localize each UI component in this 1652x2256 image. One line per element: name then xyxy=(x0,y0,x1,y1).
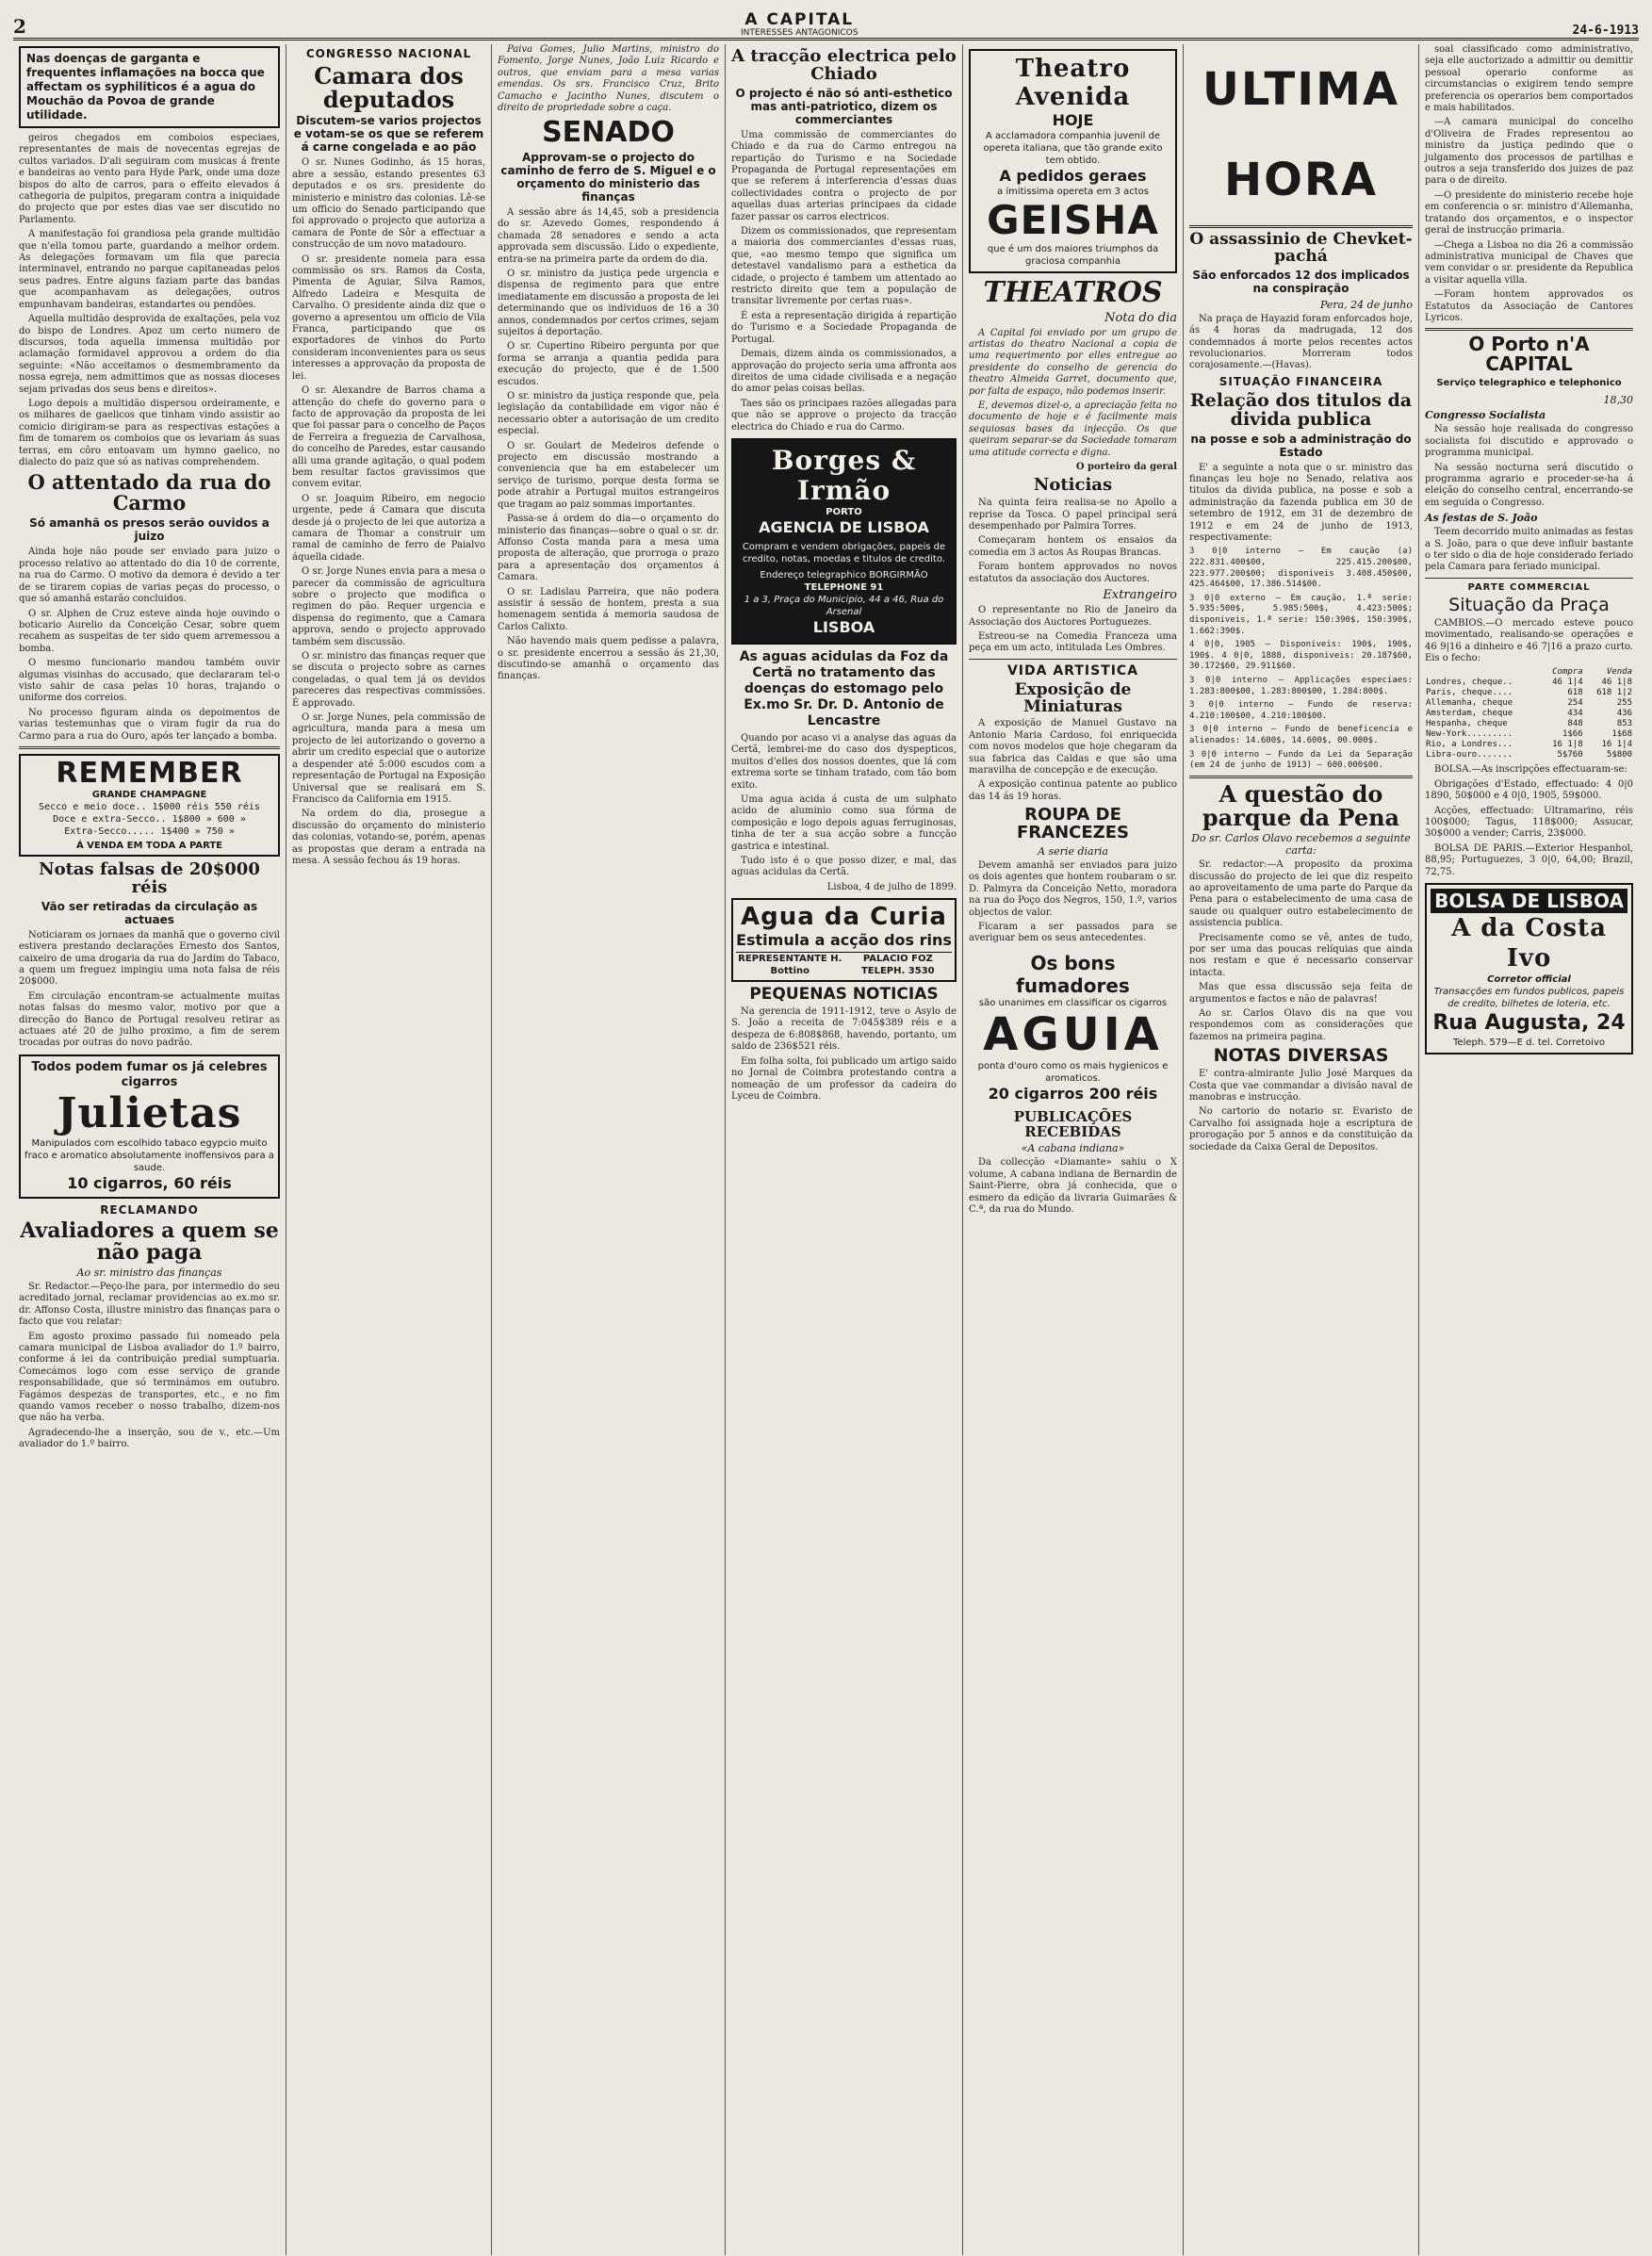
ad-phone: TELEPHONE 91 xyxy=(804,581,884,593)
table-cell: 16 1|4 xyxy=(1601,740,1632,750)
paragraph: —Foram hontem approvados os Estatutos da Associação de Cantores Lyricos. xyxy=(1425,289,1633,323)
table-row xyxy=(1425,709,1633,719)
paragraph: Em folha solta, foi publicado um artigo saido no Jornal de Coimbra protestando contra a nomeação de um professor da cadeira do Lyceu de Coimbra. xyxy=(731,1055,957,1102)
ad-pre: a ímitissima opereta em 3 actos xyxy=(997,187,1149,197)
headline-notas-diversas: NOTAS DIVERSAS xyxy=(1213,1045,1389,1067)
headline-senado: SENADO xyxy=(542,116,675,150)
mouchao-notice: Nas doenças de garganta e frequentes inflamações na bocca que affectam os syphiliticos é a agua do Mouchão da Povoa de grande utilidade. xyxy=(19,46,280,128)
headline-avaliadores: Avaliadores a quem se não paga xyxy=(20,1218,279,1265)
section-reclamando: RECLAMANDO xyxy=(100,1202,199,1217)
paragraph: O sr. ministro das finanças requer que se discuta o projecto sobre as carnes congeladas, o qual tem já os devidos pareceres das respectivas commissões. É approvado. xyxy=(292,651,485,709)
paragraph: Obrigações d'Estado, effectuado: 4 0|0 1890, 50$000 e 4 0|0, 1905, 59$000. xyxy=(1425,778,1633,802)
ad-title: REMEMBER xyxy=(56,756,243,790)
table-cell: New-York......... xyxy=(1426,729,1513,740)
paragraph: Na praça de Hayazid foram enforcados hoje, ás 4 horas da madrugada, 12 dos condemnados á morte pelos recentes actos revolucionarios. Morreram todos corajosamente.—(Havas). xyxy=(1189,313,1413,371)
ad-venue: Theatro Avenida xyxy=(1015,55,1131,111)
nota-do-dia: Nota do dia xyxy=(1104,310,1177,325)
paragraph: Acções, effectuado: Ultramarino, réis 100$000; Tagus, 118$000; Assucar, 30$000 a vender; Carris, 23$000. xyxy=(1425,805,1633,840)
headline-camara-deputados: Camara dos deputados xyxy=(314,62,464,114)
paragraph: Uma commissão de commerciantes do Chiado e da rua do Carmo entregou na repartição do Turismo e na Sociedade Propaganda de Portugal representações em que se referem á interferencia d'essas duas collectividades contra o projecto de por aquellas duas arterias principaes da cidade fazer passar os carros electricos. xyxy=(731,129,957,222)
ad-address: 1 a 3, Praça do Municipio, 44 a 46, Rua do Arsenal xyxy=(744,594,944,617)
julietas-ad xyxy=(19,1054,280,1199)
table-row xyxy=(1425,678,1633,688)
price-line: Doce e extra-Secco.. 1$800 » 600 » xyxy=(53,813,246,825)
paragraph: O sr. ministro da justiça pede urgencia e dispensa de regimento para que entre imediatamente em discussão a proposta de lei determinando que os individuos de 16 a 30 annos, condemnados por certos crimes, sejam sujeitos á deportação. xyxy=(498,268,719,337)
headline-parque-pena: A questão do parque da Pena xyxy=(1202,779,1400,831)
table-cell: Rio, a Londres... xyxy=(1426,740,1513,750)
column-3 xyxy=(492,44,726,2255)
table-row xyxy=(1425,740,1633,750)
table-cell: 848 xyxy=(1567,719,1583,729)
ledger-entry: 3 0|0 interno — Em caução (a) 222.831.400$00, 225.415.200$00, 223.977.200$00; disponiveis 3.408.450$00, 425.464$00, 17.386.514$00. xyxy=(1189,547,1413,590)
porto-time: 18,30 xyxy=(1603,394,1633,407)
paragraph: —Chega a Lisboa no dia 26 a commissão administrativa municipal de Chaves que vem convidar o sr. presidente da Republica a visitar aquella villa. xyxy=(1425,239,1633,286)
paragraph: Logo depois a multidão dispersou ordeiramente, e os milhares de gaelicos que tinham vindo assistir ao comicio dirigiram-se para as respectivas estações a fim de tomarem os comboios que os levariam ás suas terras, em côro entoavam um hymno gaelico, no dialecto do paiz que só as nativas comprehendem. xyxy=(19,398,280,467)
subheadline-publicacoes: «A cabana indiana» xyxy=(1021,1142,1125,1155)
paragraph: A exposição de Manuel Gustavo na Antonio Maria Cardoso, foi enriquecida com novos modelos que hoje chegaram da sua fabrica das Caldas e que são uma maravilha de concepção e de execução. xyxy=(969,718,1177,777)
ledger-entry: 3 0|0 externo — Em caução, 1.ª serie: 5.935:500$, 5.985:500$, 4.423:500$; disponiveis, 1.ª serie: 150:390$, 150:390$, 1.662:390$. xyxy=(1189,593,1413,636)
subheadline-avaliadores: Ao sr. ministro das finanças xyxy=(76,1267,222,1279)
paragraph: CAMBIOS.—O mercado esteve pouco movimentado, realisando-se operações e 46 9|16 a dinheiro e 46 7|16 a prazo curto. Eis o fecho: xyxy=(1425,617,1633,663)
paragraph: Uma agua acida á custa de um sulphato acido de aluminio como sua fórma de composição e logo depois aguas ferruginosas, tinha de ter a sua acção sobre a funcção gastrica e intestinal. xyxy=(731,793,957,852)
table-header: Venda xyxy=(1606,667,1632,678)
headline-pequenas-noticias: PEQUENAS NOTICIAS xyxy=(749,985,939,1005)
masthead-title xyxy=(741,9,859,38)
paragraph: Na sessão hoje realisada do congresso socialista foi discutido e approvado o programma municipal. xyxy=(1425,424,1633,459)
paragraph: O sr. Jorge Nunes, pela commissão de agricultura, manda para a mesa um projecto de lei autorizando o governo a abrir um credito especial que o autorize a despender até 5:000 escudos com a representação de Portugal na Exposição Universal que se realisará em S. Francisco da California em 1915. xyxy=(292,712,485,805)
ad-agency: AGENCIA DE LISBOA xyxy=(759,517,929,536)
ad-show-title: GEISHA xyxy=(987,197,1159,243)
table-cell: Londres, cheque.. xyxy=(1426,678,1513,688)
bolsa-lisboa-ad xyxy=(1425,883,1633,1054)
paragraph: A Capital foi enviado por um grupo de artistas do theatro Nacional a copia de uma requerimento por elles entregue ao presidente do conselho de gerencia do theatro Almeida Garret, documento que, por falta de espaço, não podemos inserir. xyxy=(969,327,1177,397)
section-vida-artistica: VIDA ARTISTICA xyxy=(1006,662,1139,678)
headline-publicacoes: PUBLICAÇÕES RECEBIDAS xyxy=(1013,1107,1133,1140)
headline-attentado: O attentado da rua do Carmo xyxy=(27,470,271,515)
paragraph: E' a seguinte a nota que o sr. ministro das finanças leu hoje no Senado, relativa aos titulos da divida publica, na posse e sob a administração da fazenda publica em 30 de setembro de 1912, em 31 de dezembro de 1912 e em 24 de junho de 1913, respectivamente: xyxy=(1189,462,1413,544)
ad-hoje: HOJE xyxy=(1052,111,1094,129)
paragraph: BOLSA.—As inscripções effectuaram-se: xyxy=(1434,764,1627,776)
paragraph: Noticiaram os jornaes da manhã que o governo civil estivera prestando declarações Ernesto dos Santos, caixeiro de uma drogaria da rua do Jardim do Tabaco, a quem um freguez impingiu uma nota falsa de réis 20$000. xyxy=(19,929,280,988)
headline-porto-capital: O Porto n'A CAPITAL xyxy=(1468,333,1590,376)
subheadline-senado: Approvam-se o projecto do caminho de ferro de S. Miguel e o orçamento do ministerio das finanças xyxy=(500,150,716,204)
subheadline-traccao: O projecto é não só anti-esthetico mas anti-patriotico, dizem os commerciantes xyxy=(735,86,953,126)
borges-irmao-ad xyxy=(731,438,957,645)
section-theatros: THEATROS xyxy=(983,276,1163,309)
masthead xyxy=(13,6,1639,41)
paragraph: Ao sr. Carlos Olavo dis na que vou respondemos com as considerações que fazemos na primeira pagina. xyxy=(1189,1007,1413,1042)
ad-city2: LISBOA xyxy=(812,617,875,636)
ad-representative: REPRESENTANTE H. Bottino xyxy=(738,954,842,977)
subheadline-attentado: Só amanhã os presos serão ouvidos a juizo xyxy=(29,516,270,544)
ad-price: 10 cigarros, 60 réis xyxy=(67,1173,232,1192)
column-4 xyxy=(726,44,963,2255)
ad-brand: Julietas xyxy=(57,1088,242,1137)
table-cell: 254 xyxy=(1567,698,1583,709)
paragraph: Dizem os commissionados, que representam a maioria dos commerciantes d'essas ruas, que, «ao mesmo tempo que significa um detestavel vandalismo para a esthetica da cidade, o projecto é tambem um attentado ao restricto direito que tem a população de transitar livremente por certas ruas». xyxy=(731,226,957,307)
paragraph: Não havendo mais quem pedisse a palavra, o sr. presidente encerrou a sessão ás 21,30, discutindo-se amanhã o orçamento das finanças. xyxy=(498,636,719,682)
paragraph: Na quinta feira realisa-se no Apollo a reprise da Tosca. O papel principal será desempenhado por Palmira Torres. xyxy=(969,498,1177,532)
ultima-hora-banner: ULTIMA HORA xyxy=(1189,44,1413,228)
ledger-entry: 3 0|0 interno — Fundo de beneficencia e alienados: 14.600$, 14.600$, 00.000$. xyxy=(1189,725,1413,745)
paragraph: Da collecção «Diamante» sahiu o X volume, A cabana indiana de Bernardin de Saint-Pierre, obra já conhecida, que o esmero da edição da livraria Guimarães & C.ª, da rua do Mundo. xyxy=(969,1157,1177,1216)
ad-city: PORTO xyxy=(826,506,862,517)
section-parte-commercial: PARTE COMMERCIAL xyxy=(1467,581,1591,593)
paragraph: Na ordem do dia, prosegue a discussão do orçamento do ministerio das colonias, votando-se, porém, apenas as propostas que deram a entrada na mesa. A sessão fechou ás 19 horas. xyxy=(292,809,485,866)
table-row xyxy=(1425,688,1633,698)
remember-champagne-ad xyxy=(19,754,280,857)
paragraph: A exposição continua patente ao publico das 14 ás 19 horas. xyxy=(969,779,1177,802)
subheadline-notas-falsas: Vão ser retiradas da circulação as actuaes xyxy=(41,899,258,926)
paragraph: O sr. Nunes Godinho, ás 15 horas, abre a sessão, estando presentes 63 deputados e os srs. presidente do ministerio e ministro das colonias. Lê-se um officio do Senado participando que foi approvado o projecto que autoriza a camara de Ponte de Sôr a effectuar a construcção de um novo matadouro. xyxy=(292,157,485,251)
issue-date: 24-6-1913 xyxy=(1572,24,1639,38)
paragraph: —O presidente do ministerio recebe hoje em conferencia o sr. ministro d'Allemanha, tratando dos orçamentos, e o inspector geral de instrucção primaria. xyxy=(1425,189,1633,237)
page-number: 2 xyxy=(13,15,26,38)
headline-situacao-praca: Situação da Praça xyxy=(1448,594,1610,615)
paragraph: Ficaram a ser passados para se averiguar bem os seus antecedentes. xyxy=(969,922,1177,944)
section-situacao-financeira: SITUAÇÃO FINANCEIRA xyxy=(1219,374,1383,388)
paragraph: Agradecendo-lhe a inserção, sou de v., etc.—Um avaliador do 1.º bairro. xyxy=(19,1427,280,1450)
paragraph: —A camara municipal do concelho d'Oliveira de Frades representou ao ministro da justiça pedindo que o julgamento dos processos de partilhas e outros a seja transferido dos juizes de paz para o de direito. xyxy=(1425,117,1633,187)
paragraph: Na gerencia de 1911-1912, teve o Asylo de S. João a receita de 7:045$389 réis e a despeza de 6:808$868, havendo, portanto, um saldo de 236$521 réis. xyxy=(731,1006,957,1053)
byline: O porteiro da geral xyxy=(1075,461,1177,472)
ledger-entry: 3 0|0 interno — Applicações especiaes: 1.283:800$00, 1.283:800$00, 1.284:800$. xyxy=(1189,675,1413,696)
ad-broker-name: A da Costa Ivo xyxy=(1451,914,1607,973)
paragraph: Paiva Gomes, Julio Martins, ministro do Fomento, Jorge Nunes, João Luiz Ricardo e outros, que enviam para a mesa varias emendas. Os srs. Francisco Cruz, Brito Camacho e Jacintho Nunes, discutem o direito de propriedade sobre a caça. xyxy=(498,44,719,114)
subheadline-porto: Serviço telegraphico e telephonico xyxy=(1436,378,1622,389)
section-congresso: CONGRESSO NACIONAL xyxy=(305,47,472,60)
paragraph: Começaram hontem os ensaios da comedia em 3 actos As Roupas Brancas. xyxy=(969,535,1177,558)
paragraph: O sr. Cupertino Ribeiro pergunta por que forma se arranja a quantia pedida para execução do projecto, que é de 1.500 escudos. xyxy=(498,341,719,387)
table-cell: 618 xyxy=(1567,688,1583,698)
paragraph: O sr. presidente nomeia para essa commissão os srs. Ramos da Costa, Pimenta de Aguiar, Silva Ramos, Alfredo Ladeira e Mesquita de Carvalho. O presidente ainda diz que o governo a apresentou um officio de Vila Franca, participando que os exportadores de vinhos do Porto consideram inconvenientes para os seus interesses a approvação da proposta de lei. xyxy=(292,253,485,382)
table-row xyxy=(1425,698,1633,709)
paper-name: A CAPITAL xyxy=(744,9,855,29)
paragraph: soal classificado como administrativo, seja elle auctorizado a admittir ou demittir pessoal operario conforme as circumstancias o exigirem tendo sempre preferencia os operarios bem comportados e mais habilitados. xyxy=(1425,44,1633,114)
headline-roupa-francezes: ROUPA DE FRANCEZES xyxy=(1017,805,1129,843)
paragraph: E' contra-almirante Julio José Marques da Costa que vae commandar a divisão naval de manobras e instrucção. xyxy=(1189,1069,1413,1103)
table-cell: 5$760 xyxy=(1557,750,1583,760)
table-cell: Paris, cheque.... xyxy=(1426,688,1513,698)
headline-notas-falsas: Notas falsas de 20$000 réis xyxy=(39,858,260,897)
ad-description: Compram e vendem obrigações, papeis de credito, notas, moedas e titulos de credito. xyxy=(742,541,946,564)
ad-brand: Agua da Curia xyxy=(741,903,947,932)
paragraph: Sr. redactor:—A proposito da proxima discussão do projecto de lei que diz respeito ao aproveitamento de uma parte do Parque da Pena para o estabelecimento de uma casa de saude ou qualquer outro estabelecimento de assistencia publica. xyxy=(1189,859,1413,929)
paragraph: Estreou-se na Comedia Franceza uma peça em um acto, intitulada Les Ombres. xyxy=(969,630,1177,654)
ad-slogan: Estimula a acção dos rins xyxy=(736,931,952,950)
paragraph: No cartorio do notario sr. Evaristo de Carvalho foi assignada hoje a escriptura de prorogação por 5 annos e da constituição da sociedade da Caixa Geral de Depositos. xyxy=(1189,1106,1413,1153)
paragraph: Em circulação encontram-se actualmente muitas notas falsas do mesmo valor, motivo por que a direcção do Banco de Portugal resolveu retirar as actuaes até 20 de julho proximo, a fim de serem trocadas por outras do novo padrão. xyxy=(19,990,280,1049)
paragraph: Na sessão nocturna será discutido o programma agrario e proceder-se-ha á eleição do conselho central, encerrando-se em seguida o Congresso. xyxy=(1425,462,1633,508)
paragraph: Mas que essa discussão seja feita de argumentos e factos e não de palavras! xyxy=(1189,982,1413,1005)
paragraph: Teem decorrido muito animadas as festas a S. João, para o que deve influir bastante o ter sido o dia de hoje considerado feriado pela Camara para feriado municipal. xyxy=(1425,527,1633,573)
ad-price: 20 cigarros 200 réis xyxy=(988,1084,1158,1103)
table-row xyxy=(1425,729,1633,740)
ad-title: BOLSA DE LISBOA xyxy=(1431,889,1627,913)
ledger-entry: 3 0|0 interno — Fundo da Lei da Separação (em 24 de junho de 1913) — 600.000$00. xyxy=(1189,749,1413,771)
subheadline-roupa: A serie diaria xyxy=(1038,845,1108,858)
paragraph: O sr. Jorge Nunes envia para a mesa o parecer da commissão de agricultura sobre o projecto que modifica o regimen do pão. Requer urgencia e dispensa do regimento, que a Camara approva, sendo o projecto approvado também sem discussão. xyxy=(292,566,485,647)
ad-description: ponta d'ouro como os mais hygienicos e aromaticos. xyxy=(977,1060,1169,1084)
subheadline-camara: Discutem-se varios projectos e votam-se os que se referem á carne congelada e ao pão xyxy=(293,114,484,155)
paragraph: Aquella multidão desprovida de exaltações, pela voz do bispo de Londres. Apoz um certo numero de discursos, toda aquella immensa multidão por aclamação formidavel approvou a ordem do dia seguinte: «Não acceitamos o desmembramento da nossa egreja, nem admittimos que as nossas dioceses sejam privadas dos seus bens e direitos». xyxy=(19,314,280,395)
paragraph: Passa-se á ordem do dia—o orçamento do ministerio das finanças—sobre o qual o sr. dr. Affonso Costa manda para a mesa uma proposta de alteração, que prorroga o prazo para a apresentação dos orçamentos á Camara. xyxy=(498,514,719,583)
table-cell: 434 xyxy=(1567,709,1583,719)
headline-traccao-electrica: A tracção electrica pelo Chiado xyxy=(731,46,957,84)
exchange-rates-table xyxy=(1425,667,1633,760)
ad-brand: Borges & Irmão xyxy=(771,444,917,506)
ad-footer: Á VENDA EM TODA A PARTE xyxy=(75,840,223,851)
table-cell: 618 1|2 xyxy=(1596,688,1632,698)
table-cell: 1$66 xyxy=(1562,729,1583,740)
paragraph: Demais, dizem ainda os commissionados, a approvação do projecto seria uma affronta aos direitos de uma cidade civilisada e a negação do amor pelas coisas bellas. xyxy=(731,349,957,395)
paragraph: A sessão abre ás 14,45, sob a presidencia do sr. Azevedo Gomes, respondendo á chamada 28 senadores e sendo a acta approvada sem discussão. Lido o expediente, entra-se na primeira parte da ordem do dia. xyxy=(498,206,719,265)
paragraph: O sr. Alexandre de Barros chama a attenção do chefe do governo para o facto de approvação da proposta de lei que foi passar para o concelho de Paços de Ferreira a freguezia de Carvalhosa, do concelho de Paredes, estar causando alli uma grande agitação, o qual podem bem resultar factos gravissimos que convem evitar. xyxy=(292,385,485,490)
ad-intro: Todos podem fumar os já celebres cigarros xyxy=(31,1059,268,1089)
table-header xyxy=(1425,667,1541,678)
ad-sub: são unanimes em classificar os cigarros xyxy=(978,997,1168,1008)
subheadline-pena: Do sr. Carlos Olavo recebemos a seguinte carta: xyxy=(1191,832,1411,858)
ledger-entry: 4 0|0, 1905 — Disponiveis: 190$, 190$, 190$. 4 0|0, 1888, disponiveis: 20.187$60, 30.172$60, 29.911$60. xyxy=(1189,640,1413,672)
paragraph: Devem amanhã ser enviados para juizo os dois agentes que hontem roubaram o sr. D. Palmyra da Conceição Netto, moradora na rua do Poço dos Negros, 150, 1.º, varios objectos de valor. xyxy=(969,860,1177,918)
headline-congresso-socialista: Congresso Socialista xyxy=(1425,409,1546,422)
headline-chevket: O assassinio de Chevket-pachá xyxy=(1189,230,1413,266)
headline-exposicao: Exposição de Miniaturas xyxy=(1014,679,1132,716)
price-line: Extra-Secco..... 1$400 » 750 » xyxy=(64,826,235,837)
table-cell: 255 xyxy=(1616,698,1632,709)
ad-request: A pedidos geraes xyxy=(999,167,1147,185)
subheadline-divida: na posse e sob a administração do Estado xyxy=(1190,432,1412,459)
paragraph: O sr. ministro da justiça responde que, pela legislação da contabilidade em vigor não é necessario obter a autorisação de um credito especial. xyxy=(498,391,719,437)
table-row xyxy=(1425,750,1633,760)
subheadline-chevket: São enforcados 12 dos implicados na conspiração xyxy=(1192,268,1410,295)
headline-extrangeiro: Extrangeiro xyxy=(1103,588,1177,603)
table-cell: 1$68 xyxy=(1611,729,1632,740)
paragraph: A manifestação foi grandiosa pela grande multidão que n'ella tomou parte, guardando a melhor ordem. As delegações formavam um fila que parecia interminavel, entrando no parque capitaneadas pelos seus padres. Entre alguns faziam parte das bandas que acompanhavam as delegações, outros empunhavam bandeiras, estandartes ou pendões. xyxy=(19,229,280,310)
ad-description: A acclamadora companhia juvenil de opereta italiana, que tão grande exito tem obtido. xyxy=(983,131,1163,166)
table-cell: 5$800 xyxy=(1606,750,1632,760)
table-header: Compra xyxy=(1552,667,1583,678)
table-cell: Hespanha, cheque xyxy=(1426,719,1508,729)
paragraph: geiros chegados em comboios especiaes, representantes de mais de novecentas egrejas de cultos variados. D'ali seguiram com musicas á frente e bandeiras ao vento para Hyde Park, onde uma doze bispos do alto de carros, para o effeito elevados á cathegoria de pulpitos, pregaram contra a iniquidade do projecto que por estes dias vae ser discutido no Parlamento. xyxy=(19,133,280,225)
table-cell: Amsterdam, cheque xyxy=(1426,709,1513,719)
ad-description: Manipulados com escolhido tabaco egypcio muito fraco e aromatico absolutamente inoffensivos para a saude. xyxy=(25,1137,274,1173)
paragraph: E, devemos dizel-o, a apreciação feita no documento de hoje e é facilmente mais sequiosas bases da injecção. Os que queiram separar-se da Sociedade tomaram uma atitude correcta e digna. xyxy=(969,400,1177,458)
ad-address: Rua Augusta, 24 xyxy=(1432,1011,1626,1036)
table-cell: Libra-ouro....... xyxy=(1426,750,1513,760)
paragraph: Lisboa, 4 de julho de 1899. xyxy=(826,881,957,892)
table-cell: 46 1|8 xyxy=(1601,678,1632,688)
paragraph: O mesmo funcionario mandou também ouvir algumas visinhas do accusado, que declararam tel-o visto sahir de casa pelas 10 horas, trajando o uniforme dos correios. xyxy=(19,658,280,704)
aguia-cigarros-ad xyxy=(969,950,1177,1105)
ad-description: Transacções em fundos publicos, papeis de credito, bilhetes de loteria, etc. xyxy=(1433,987,1625,1010)
price-line: Secco e meio doce.. 1$000 réis 550 réis xyxy=(39,801,260,812)
paragraph: Precisamente como se vê, antes de tudo, por ser uma das poucas relíquias que ainda nos restam e que é necessario conservar intacta. xyxy=(1189,932,1413,978)
ad-brand: AGUIA xyxy=(983,1007,1163,1061)
column-2 xyxy=(286,44,492,2255)
table-cell: 436 xyxy=(1616,709,1632,719)
table-header-row xyxy=(1425,667,1633,678)
ad-telegraph: Endereço telegraphico BORGIRMÃO xyxy=(760,569,928,580)
ad-role: Corretor official xyxy=(1487,974,1571,986)
lead-article-body xyxy=(19,133,280,468)
table-cell: 46 1|4 xyxy=(1552,678,1583,688)
column-1 xyxy=(13,44,286,2255)
ad-address: PALACIO FOZ TELEPH. 3530 xyxy=(860,954,935,977)
paragraph: O sr. Ladislau Parreira, que não podera assistir á sessão de hontem, presta a sua homenagem sentida á memoria saudosa de Carlos Calixto. xyxy=(498,586,719,632)
table-cell: Allemanha, cheque xyxy=(1426,698,1513,709)
column-5 xyxy=(963,44,1184,2255)
ad-subtitle: GRANDE CHAMPAGNE xyxy=(91,789,207,800)
table-row xyxy=(1425,719,1633,729)
paragraph: O sr. Goulart de Medeiros defende o projecto em discussão mostrando a conveniencia que ha em estabelecer um serviço de turismo, porque desta forma se pode atrahir a Portugal muitos estrangeiros que tragam ao paiz sommas importantes. xyxy=(498,440,719,510)
paragraph: Sr. Redactor.—Peço-lhe para, por intermedio do seu acreditado jornal, reclamar providencias ao ex.mo sr. dr. Affonso Costa, illustre ministro das finanças para o facto que vou relatar: xyxy=(19,1282,280,1328)
ad-headline: Os bons fumadores xyxy=(1016,951,1130,997)
paragraph: BOLSA DE PARIS.—Exterior Hespanhol, 88,95; Portuguezes, 3 0|0, 64,00; Brazil, 72,75. xyxy=(1425,842,1633,877)
paragraph: No processo figuram ainda os depoimentos de varias testemunhas que o viram fugir da rua do Carmo para a rua do Ouro, após ter lançado a bomba. xyxy=(19,707,280,742)
table-cell: 853 xyxy=(1616,719,1632,729)
paper-motto: INTERESSES ANTAGONICOS xyxy=(741,27,859,38)
paragraph: Ainda hoje não poude ser enviado para juizo o processo relativo ao attentado do dia 10 de corrente, na rua do Carmo. O motivo da demora é devido a ter de se tirarem copias de varias peças do processo, o que só amanhã estarão concluidos. xyxy=(19,547,280,605)
paragraph: O representante no Rio de Janeiro da Associação dos Auctores Portuguezes. xyxy=(969,605,1177,628)
ad-footer: que é um dos maiores triumphos da graciosa companhia xyxy=(987,244,1159,267)
paragraph: É esta a representação dirigida á repartição do Turismo e a Sociedade Propaganda de Portugal. xyxy=(731,310,957,345)
column-6 xyxy=(1184,44,1419,2255)
headline-divida-publica: Relação dos titulos da divida publica xyxy=(1189,389,1413,430)
headline-noticias: Noticias xyxy=(1033,475,1113,496)
paragraph: O sr. Joaquim Ribeiro, em negocio urgente, pede á Camara que discuta desde já o projecto de lei que autoriza a camara de Thomar a construir um ramal de caminho de ferro de Paialvo áquella cidade. xyxy=(292,493,485,563)
theatro-avenida-ad xyxy=(969,49,1177,273)
headline-aguas-certa: As aguas acidulas da Foz da Certã no tratamento das doenças do estomago pelo Ex.mo Sr. Dr. D. Antonio de Lencastre xyxy=(739,648,949,728)
table-cell: 16 1|8 xyxy=(1552,740,1583,750)
column-7 xyxy=(1419,44,1639,2255)
paragraph: Quando por acaso vi a analyse das aguas da Certã, lembrei-me do caso dos dyspepticos, muitos d'elles dos nossos doentes, que lá com extrema sorte se tinham tratado, com tão bom exito. xyxy=(731,732,957,791)
paragraph: Foram hontem approvados no novos estatutos da associação dos Auctores. xyxy=(969,562,1177,584)
paragraph: O sr. Alphen de Cruz esteve ainda hoje ouvindo o boticario Aurelio da Conceição Cesar, sobre quem recahem as suspeitas de ter sido quem arremessou a bomba. xyxy=(19,608,280,654)
headline-festas-sjoao: As festas de S. João xyxy=(1425,512,1538,525)
curia-ad xyxy=(731,898,957,982)
paragraph: Taes são os principaes razões allegadas para que não se approve o projecto da tracção electrica do Chiado e rua do Carmo. xyxy=(731,398,957,433)
ledger-entry: 3 0|0 interno — Fundo de reserva: 4.210:100$00, 4.210:100$00. xyxy=(1189,700,1413,721)
paragraph: Em agosto proximo passado fui nomeado pela camara municipal de Lisboa avaliador do 1.º bairro, conforme á lei da contribuição predial sumptuaria. Comecámos logo com esse serviço de grande responsabilidade, que só terminámos em outubro. Fagámos despezas de transportes, etc., e no fim quando vamos receber o nosso trabalho, dizem-nos que não ha verba. xyxy=(19,1331,280,1424)
paragraph: Tudo isto é o que posso dizer, e mal, das aguas acidulas da Certã. xyxy=(731,856,957,878)
ad-phone: Teleph. 579—E d. tel. Corretoivo xyxy=(1453,1038,1605,1049)
dateline: Pera, 24 de junho xyxy=(1319,298,1413,311)
